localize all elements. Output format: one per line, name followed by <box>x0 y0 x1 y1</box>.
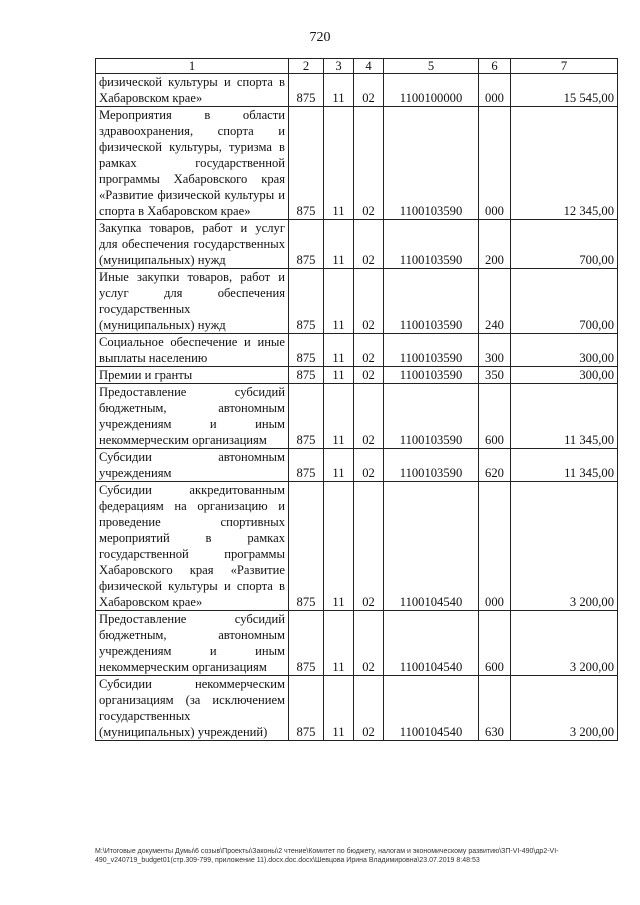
header-row <box>96 59 618 74</box>
cell-section: 11 <box>324 367 354 384</box>
row-name: Иные закупки товаров, работ и услуг для обеспечения государственных (муниципальных) нужд <box>96 269 289 334</box>
cell-subsection: 02 <box>354 367 384 384</box>
footer-line-1: M:\Итоговые документы Думы\6 созыв\Проекты\Законы\2 чтение\Комитет по бюджету, налогам и экономическому развитию\ЗП-VI-490\др2-VI- <box>95 848 559 855</box>
page-number: 720 <box>309 30 331 45</box>
cell-target-article: 1100103590 <box>384 449 479 482</box>
cell-amount: 700,00 <box>511 269 618 334</box>
cell-target-article: 1100103590 <box>384 107 479 220</box>
table-row <box>96 449 618 482</box>
cell-code: 875 <box>289 449 324 482</box>
cell-code: 875 <box>289 220 324 269</box>
cell-target-article: 1100104540 <box>384 676 479 741</box>
cell-section: 11 <box>324 384 354 449</box>
cell-section: 11 <box>324 334 354 367</box>
cell-subsection: 02 <box>354 334 384 367</box>
row-name: Социальное обеспечение и иные выплаты населению <box>96 334 289 367</box>
cell-section: 11 <box>324 482 354 611</box>
table-row <box>96 107 618 220</box>
row-name: Предоставление субсидий бюджетным, автономным учреждениям и иным некоммерческим организациям <box>96 611 289 676</box>
cell-section: 11 <box>324 74 354 107</box>
cell-subsection: 02 <box>354 107 384 220</box>
cell-expense-type: 000 <box>479 74 511 107</box>
cell-section: 11 <box>324 676 354 741</box>
cell-code: 875 <box>289 74 324 107</box>
cell-code: 875 <box>289 611 324 676</box>
row-name: Субсидии автономным учреждениям <box>96 449 289 482</box>
table-row <box>96 611 618 676</box>
table-row <box>96 367 618 384</box>
table-row <box>96 676 618 741</box>
table-row <box>96 384 618 449</box>
cell-section: 11 <box>324 220 354 269</box>
cell-expense-type: 350 <box>479 367 511 384</box>
cell-expense-type: 200 <box>479 220 511 269</box>
cell-expense-type: 000 <box>479 482 511 611</box>
cell-subsection: 02 <box>354 449 384 482</box>
cell-code: 875 <box>289 334 324 367</box>
cell-amount: 11 345,00 <box>511 384 618 449</box>
cell-expense-type: 240 <box>479 269 511 334</box>
cell-subsection: 02 <box>354 74 384 107</box>
cell-section: 11 <box>324 449 354 482</box>
row-name: физической культуры и спорта в Хабаровском крае» <box>96 74 289 107</box>
row-name: Субсидии аккредитованным федерациям на организацию и проведение спортивных мероприятий в рамках государственной программы Хабаровского края «Развитие физической культуры и спорта в Хабаровском крае» <box>96 482 289 611</box>
col-header-2: 2 <box>289 59 324 74</box>
table-row <box>96 220 618 269</box>
cell-code: 875 <box>289 107 324 220</box>
cell-amount: 700,00 <box>511 220 618 269</box>
cell-target-article: 1100104540 <box>384 611 479 676</box>
cell-code: 875 <box>289 676 324 741</box>
row-name: Мероприятия в области здравоохранения, спорта и физической культуры, туризма в рамках государственной программы Хабаровского края «Развитие физической культуры и спорта в Хабаровском крае» <box>96 107 289 220</box>
cell-subsection: 02 <box>354 611 384 676</box>
cell-amount: 3 200,00 <box>511 676 618 741</box>
budget-table <box>95 58 618 741</box>
col-header-5: 5 <box>384 59 479 74</box>
cell-target-article: 1100100000 <box>384 74 479 107</box>
cell-code: 875 <box>289 482 324 611</box>
cell-expense-type: 600 <box>479 384 511 449</box>
cell-subsection: 02 <box>354 220 384 269</box>
cell-section: 11 <box>324 611 354 676</box>
col-header-7: 7 <box>511 59 618 74</box>
table-row <box>96 334 618 367</box>
cell-code: 875 <box>289 367 324 384</box>
row-name: Субсидии некоммерческим организациям (за исключением государственных (муниципальных) учреждений) <box>96 676 289 741</box>
cell-target-article: 1100103590 <box>384 220 479 269</box>
cell-subsection: 02 <box>354 269 384 334</box>
cell-target-article: 1100103590 <box>384 334 479 367</box>
footer-line-2: 490_v240719_budget01(стр.309-799, приложение 11).docx.doc.docx\Шевцова Ирина Владимировна\23.07.2019 8:48:53 <box>95 857 480 864</box>
document-path-footer <box>95 847 620 865</box>
cell-section: 11 <box>324 269 354 334</box>
cell-section: 11 <box>324 107 354 220</box>
table-row <box>96 74 618 107</box>
col-header-6: 6 <box>479 59 511 74</box>
row-name: Предоставление субсидий бюджетным, автономным учреждениям и иным некоммерческим организациям <box>96 384 289 449</box>
cell-expense-type: 000 <box>479 107 511 220</box>
col-header-4: 4 <box>354 59 384 74</box>
col-header-1: 1 <box>96 59 289 74</box>
cell-expense-type: 620 <box>479 449 511 482</box>
cell-amount: 300,00 <box>511 367 618 384</box>
cell-subsection: 02 <box>354 384 384 449</box>
cell-expense-type: 630 <box>479 676 511 741</box>
cell-amount: 3 200,00 <box>511 611 618 676</box>
cell-amount: 15 545,00 <box>511 74 618 107</box>
cell-amount: 12 345,00 <box>511 107 618 220</box>
cell-code: 875 <box>289 269 324 334</box>
row-name: Премии и гранты <box>96 367 289 384</box>
cell-amount: 3 200,00 <box>511 482 618 611</box>
table-row <box>96 482 618 611</box>
cell-target-article: 1100103590 <box>384 269 479 334</box>
cell-subsection: 02 <box>354 676 384 741</box>
cell-expense-type: 300 <box>479 334 511 367</box>
col-header-3: 3 <box>324 59 354 74</box>
cell-target-article: 1100104540 <box>384 482 479 611</box>
cell-expense-type: 600 <box>479 611 511 676</box>
cell-amount: 11 345,00 <box>511 449 618 482</box>
cell-target-article: 1100103590 <box>384 367 479 384</box>
cell-amount: 300,00 <box>511 334 618 367</box>
row-name: Закупка товаров, работ и услуг для обеспечения государственных (муниципальных) нужд <box>96 220 289 269</box>
table-row <box>96 269 618 334</box>
cell-subsection: 02 <box>354 482 384 611</box>
cell-code: 875 <box>289 384 324 449</box>
cell-target-article: 1100103590 <box>384 384 479 449</box>
